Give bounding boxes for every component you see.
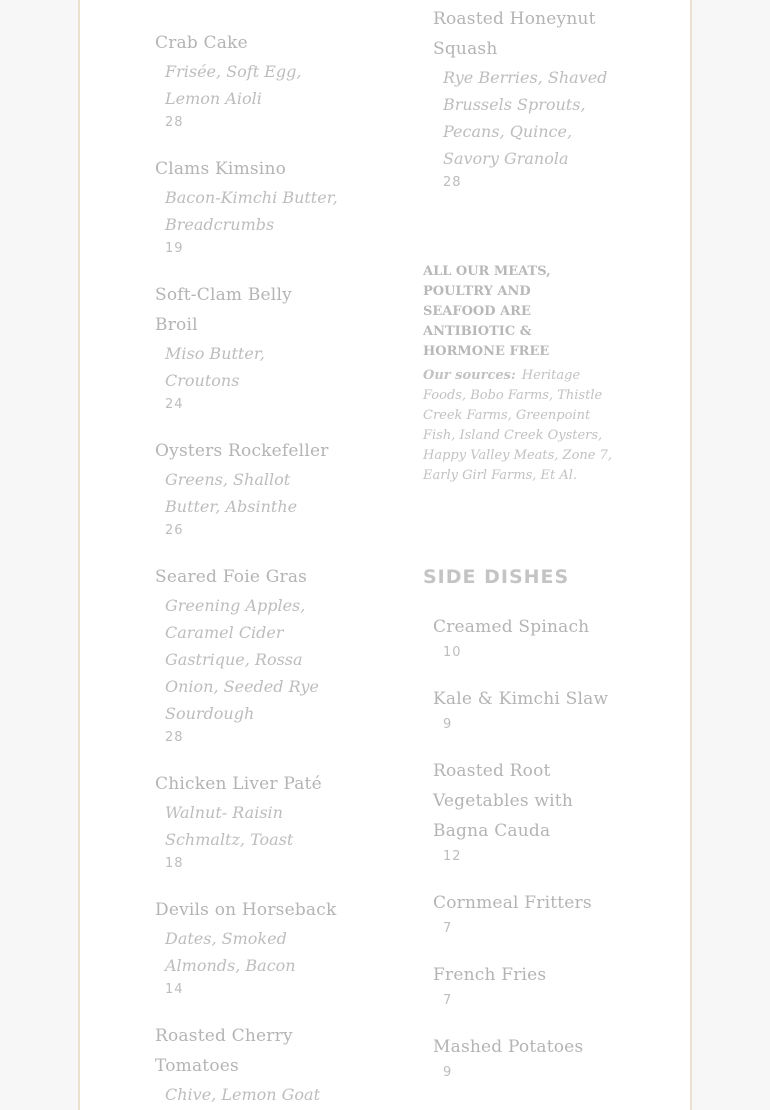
sourcing-notice [423,262,613,486]
menu-item-description: Walnut- Raisin Schmaltz, Toast [165,803,294,849]
menu-item-description: Greening Apples, Caramel Cider Gastrique, Rossa Onion, Seeded Rye Sourdough [165,596,319,723]
menu-item-description: Greens, Shallot Butter, Absinthe [165,470,298,516]
menu-item-name: Devils on Horseback [155,900,337,920]
menu-item-description: Chive, Lemon Goat [165,1085,321,1104]
sourcing-notice-text [423,366,613,486]
menu-item-name: Roasted Cherry Tomatoes [155,1026,293,1076]
menu-item [155,28,355,134]
menu-item-price: 18 [165,856,184,871]
menu-item-name: Soft-Clam Belly Broil [155,285,292,335]
menu-item-name: Creamed Spinach [433,617,590,637]
menu-item-price: 19 [165,241,184,256]
menu-item-description: Bacon-Kimchi Butter, Breadcrumbs [165,188,338,234]
menu-item-name: Roasted Honeynut Squash [433,9,596,59]
menu-item-price: 28 [165,115,184,130]
menu-item-price: 28 [443,175,462,190]
menu-item-price: 14 [165,982,184,997]
menu-item-description: Frisée, Soft Egg, Lemon Aioli [165,62,302,108]
sources-label: Our sources: [423,368,516,383]
menu-item [155,769,355,875]
side-dish-item [433,684,623,736]
menu-item-name: Oysters Rockefeller [155,441,329,461]
side-dish-item [433,756,623,868]
menu-item-name: Kale & Kimchi Slaw [433,689,609,709]
menu-item [155,280,325,416]
menu-item-name: French Fries [433,965,547,985]
cropped-price-fragment [165,0,180,1]
menu-item-name: Mashed Potatoes [433,1037,584,1057]
menu-item [155,436,355,542]
menu-item-price: 12 [443,849,462,864]
side-dish-item [433,888,623,940]
sources-list: Heritage Foods, Bobo Farms, Thistle Creek Farms, Greenpoint Fish, Island Creek Oysters, Happy Valley Meats, Zone 7, Early Girl Farms, Et Al. [423,368,613,483]
menu-item-price: 7 [443,993,453,1008]
side-dishes-heading: SIDE DISHES [423,566,570,588]
menu-item-price: 28 [165,730,184,745]
menu-item-description: Dates, Smoked Almonds, Bacon [165,929,296,975]
menu-item-price: 10 [443,645,462,660]
menu-item-name: Crab Cake [155,33,248,53]
sourcing-notice-title: ALL OUR MEATS, POULTRY AND SEAFOOD ARE ANTIBIOTIC & HORMONE FREE [423,264,551,359]
menu-item-price: 24 [165,397,184,412]
menu-item-name: Seared Foie Gras [155,567,308,587]
menu-item [155,562,355,749]
menu-item-name: Chicken Liver Paté [155,774,322,794]
menu-item-name: Roasted Root Vegetables with Bagna Cauda [433,761,573,841]
menu-item [155,154,355,260]
menu-item-price: 7 [443,921,453,936]
menu-item-price: 9 [443,1065,453,1080]
menu-item [155,1021,325,1108]
menu-item [433,4,623,194]
menu-item-price: 26 [165,523,184,538]
menu-item-price: 9 [443,717,453,732]
menu-item-description: Rye Berries, Shaved Brussels Sprouts, Pecans, Quince, Savory Granola [443,68,608,168]
side-dish-item [433,1032,623,1084]
menu-item-name: Cornmeal Fritters [433,893,592,913]
side-dish-item [433,960,623,1012]
menu-item-name: Clams Kimsino [155,159,287,179]
menu-item-description: Miso Butter, Croutons [165,344,265,390]
side-dish-item [433,612,623,664]
menu-item [155,895,355,1001]
